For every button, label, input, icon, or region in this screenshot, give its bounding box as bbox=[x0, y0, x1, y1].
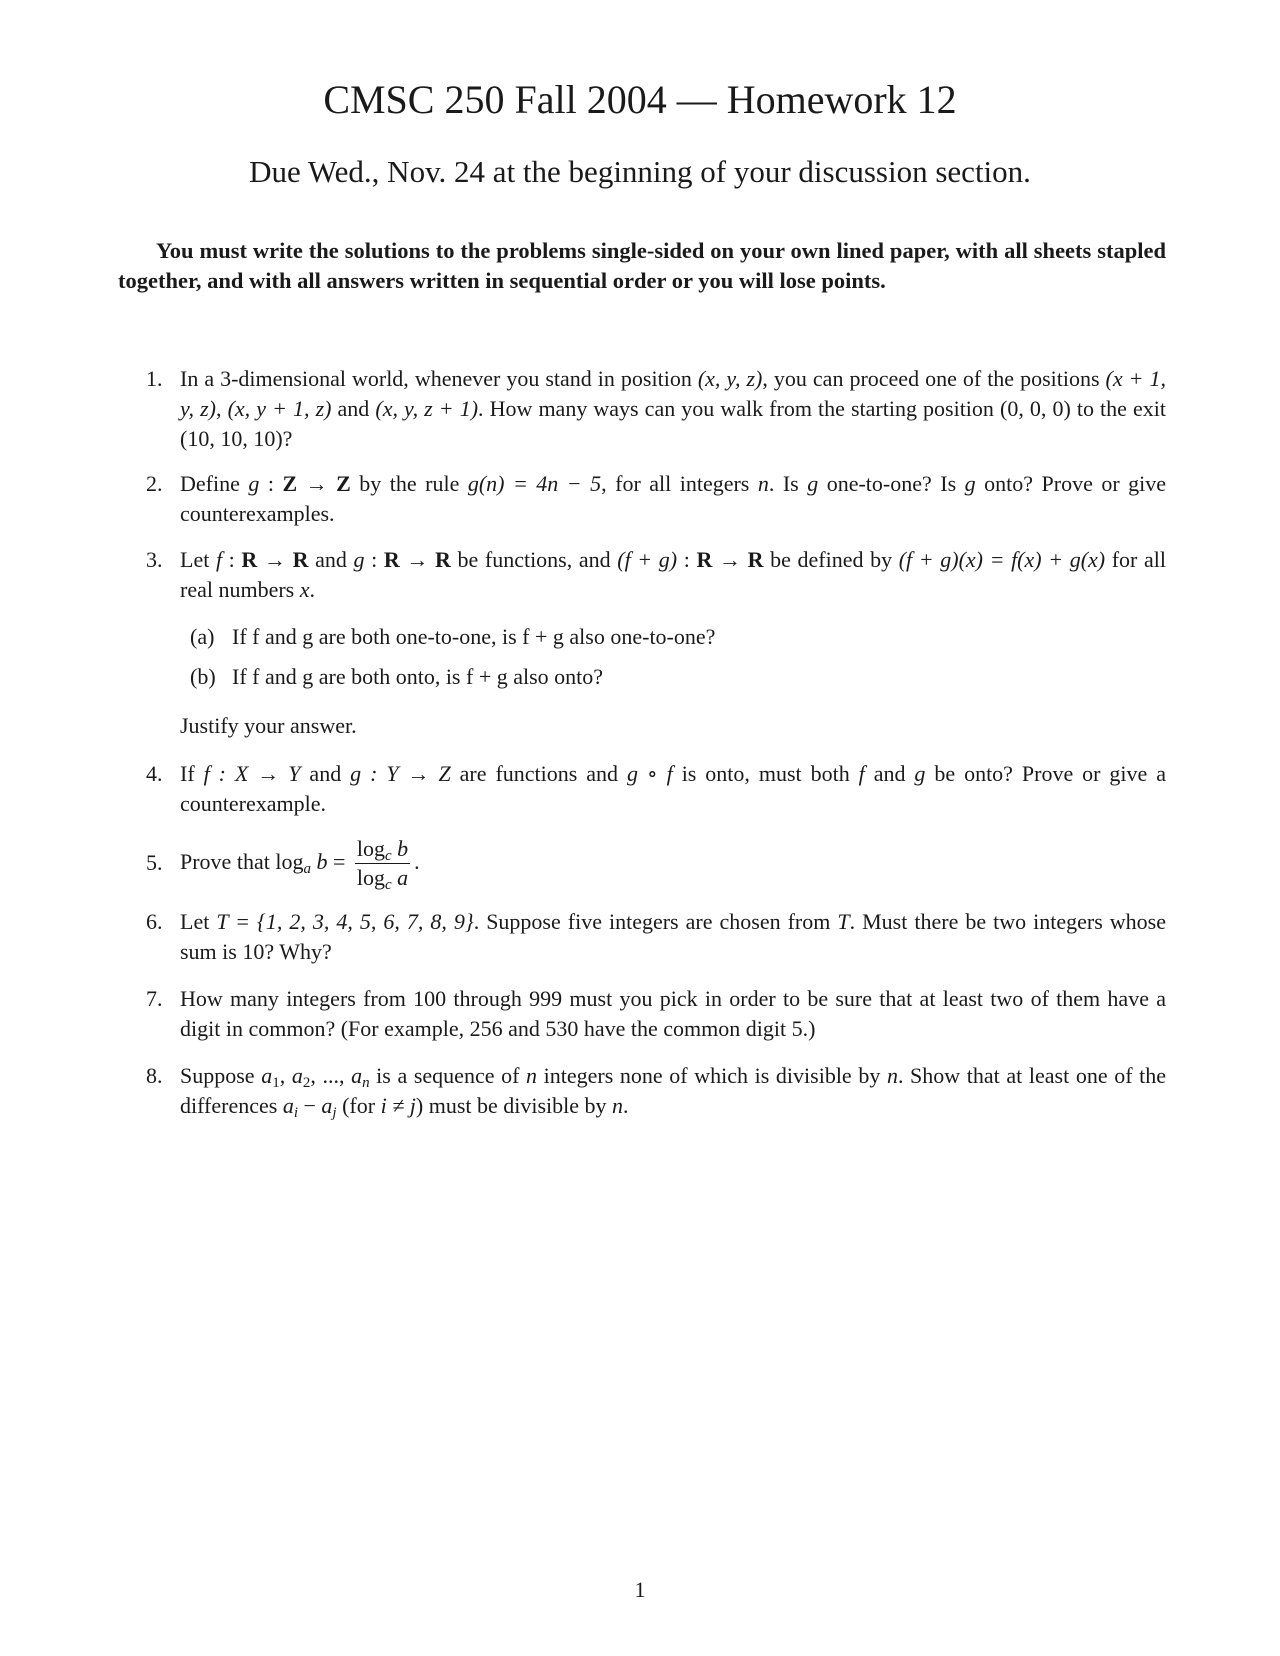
problem-number: 7. bbox=[146, 986, 163, 1011]
problem-3b: (b) If f and g are both onto, is f + g also onto? bbox=[190, 664, 604, 689]
problem-3a: (a) If f and g are both one-to-one, is f + g also one-to-one? bbox=[190, 624, 716, 649]
problem-number: 8. bbox=[146, 1063, 163, 1088]
problem-5: 5. Prove that $\log_a b$ = $\frac{\log_c b}{\log_c a}$ . bbox=[146, 836, 420, 894]
problem-number: 6. bbox=[146, 909, 163, 934]
problem-4: 4. If f : X → Y and g : Y → Z are functions and g ∘ f is onto, must both f and g be onto? Prove or give a counterexample. bbox=[146, 761, 1167, 816]
page-number: 1 bbox=[634, 1577, 646, 1602]
problem-6: 6. Let T = {1, 2, 3, 4, 5, 6, 7, 8, 9}. Suppose five integers are chosen from T. Must there be two integers whose sum is 10? Why? bbox=[146, 909, 1166, 964]
problem-3-justify: Justify your answer. bbox=[180, 713, 357, 738]
problem-number: 4. bbox=[146, 761, 163, 786]
problem-7: 7. How many integers from 100 through 999 must you pick in order to be sure that at least two of them have a digit in common? (For example, 256 and 530 have the common digit 5.) bbox=[146, 986, 1166, 1041]
page-title: CMSC 250 Fall 2004 — Homework 12 bbox=[323, 77, 957, 122]
problem-number: 1. bbox=[146, 366, 163, 391]
submission-notice: You must write the solutions to the problems single-sided on your own lined paper, with all sheets stapled together, and with all answers written in sequential order or you will lose points. bbox=[118, 238, 1166, 293]
problem-8: 8. Suppose $a_1$, $a_2$, ..., $a_n$ is a sequence of n integers none of which is divisible by n. Show that at least one of the differences $a_i - a_j$ (for i ≠ j) must be divisible by n. bbox=[146, 1063, 1167, 1121]
log-fraction: $\frac{\log_c b}{\log_c a}$ bbox=[356, 836, 409, 894]
problem-1: 1. In a 3-dimensional world, whenever you stand in position (x, y, z), you can proceed one of the positions (x + 1, y, z), (x, y + 1, z) and (x, y, z + 1). How many ways can you walk from the starting position (0, 0, 0) to the exit (10, 10, 10)? bbox=[146, 366, 1167, 451]
problem-number: 5. bbox=[146, 850, 163, 875]
problem-3: 3. Let f : R → R and g : R → R be functions, and (f + g) : R → R be defined by (f + g)(x) = f(x) + g(x) for all real numbers x. bbox=[146, 547, 1166, 602]
problem-number: 3. bbox=[146, 547, 163, 572]
due-date: Due Wed., Nov. 24 at the beginning of your discussion section. bbox=[249, 154, 1031, 189]
problem-number: 2. bbox=[146, 471, 163, 496]
problem-2: 2. Define g : Z → Z by the rule g(n) = 4n − 5, for all integers n. Is g one-to-one? Is g onto? Prove or give counterexamples. bbox=[146, 471, 1167, 526]
